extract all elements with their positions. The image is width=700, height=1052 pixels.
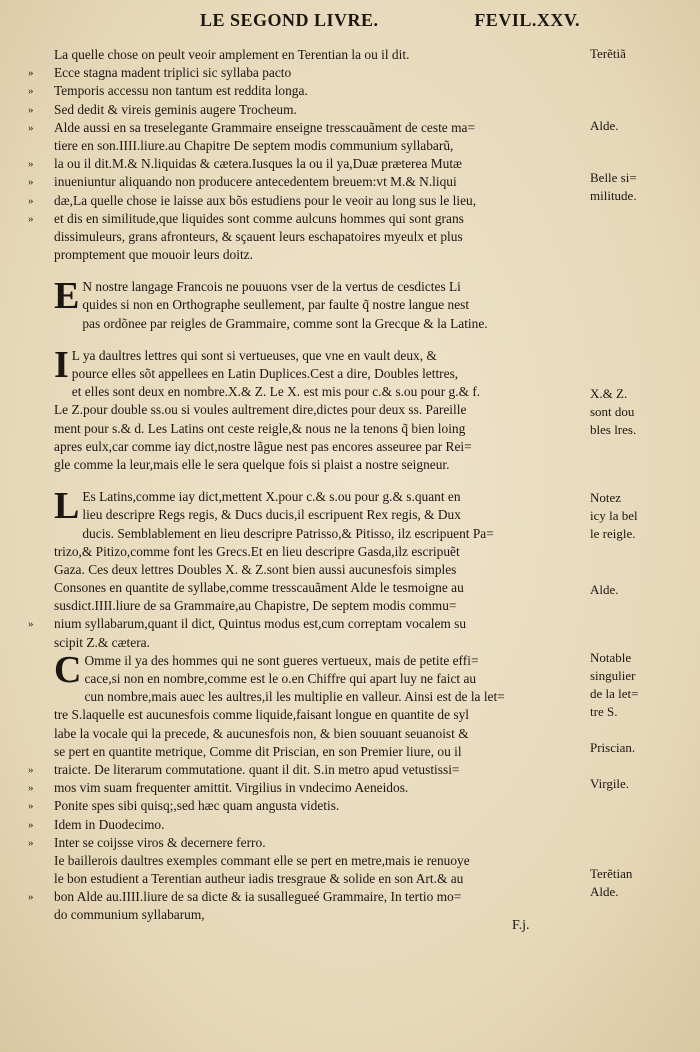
text-line: ment pour s.& d. Les Latins ont ceste reigle,& nous ne la tenons q̃ bien loing bbox=[54, 420, 466, 436]
text-line: Inter se coijsse viros & decernere ferro. bbox=[54, 834, 266, 850]
text-line: lieu descripre Regs regis, & Ducs ducis,il escripuent Rex regis, & Dux bbox=[82, 507, 461, 523]
text-line: tiere en son.IIII.liure.au Chapitre De septem modis communium syllabarũ, bbox=[54, 137, 454, 153]
text-line: nium syllabarum,quant il dict, Quintus modus est,cum correptam vocalem su bbox=[54, 616, 467, 632]
margin-note: icy la bel bbox=[590, 508, 638, 523]
text-line: scipit Z.& cætera. bbox=[54, 634, 150, 650]
text-line: pas ordõnee par reigles de Grammaire, comme sont la Grecque & la Latine. bbox=[82, 315, 488, 331]
initial-letter: L bbox=[54, 485, 80, 528]
text-line: ducis. Semblablement en lieu descripre Patrisso,& Pitisso, ilz escripuent Pa= bbox=[82, 525, 494, 541]
quotation-mark: » bbox=[28, 67, 34, 80]
margin-note: Notez bbox=[590, 490, 622, 505]
paragraph-letter-s bbox=[54, 648, 582, 925]
margin-note: Alde. bbox=[590, 118, 619, 133]
text-line: Ponite spes sibi quisq;,sed hæc quam angusta videtis. bbox=[54, 798, 340, 814]
quotation-mark: » bbox=[28, 818, 34, 831]
margin-note: Virgile. bbox=[590, 776, 630, 791]
text-line: se pert en quantite metrique, Comme dit Priscian, en son Premier liure, ou il bbox=[54, 743, 462, 759]
text-line: traicte. De literarum commutatione. quant il dit. S.in metro apud vetustissi= bbox=[54, 761, 460, 777]
text-line: Omme il ya des hommes qui ne sont gueres vertueux, mais de petite effi= bbox=[84, 652, 479, 668]
quotation-mark: » bbox=[28, 158, 34, 171]
margin-note: militude. bbox=[590, 188, 637, 203]
margin-note: Terẽtian bbox=[590, 866, 633, 881]
text-line: cace,si non en nombre,comme est le o.en Chiffre qui apart luy ne faict au bbox=[84, 671, 477, 686]
margin-note: Notable bbox=[590, 650, 632, 665]
text-line: Ie baillerois daultres exemples commant elle se pert en metre,mais ie renuoye bbox=[54, 852, 470, 868]
paragraph-duplices bbox=[54, 343, 582, 474]
text-line: Ecce stagna madent triplici sic syllaba pacto bbox=[54, 65, 292, 81]
quotation-mark: » bbox=[28, 891, 34, 904]
text-line: inueniuntur aliquando non producere antecedentem breuem:vt M.& N.liqui bbox=[54, 174, 457, 190]
margin-note: singulier bbox=[590, 668, 636, 683]
text-line: N nostre langage Francois ne pouuons vser de la vertus de cesdictes Li bbox=[82, 279, 461, 295]
text-line: Temporis accessu non tantum est reddita longa. bbox=[54, 83, 308, 99]
text-line: le bon estudient a Terentian autheur iadis tresgraue & solide en son Art.& au bbox=[54, 871, 464, 887]
text-line: L ya daultres lettres qui sont si vertueuses, que vne en vault deux, & bbox=[71, 347, 437, 363]
paragraph-terentian bbox=[54, 46, 582, 264]
paragraph-latins bbox=[54, 485, 582, 652]
quotation-mark: » bbox=[28, 782, 34, 795]
margin-note: tre S. bbox=[590, 704, 618, 719]
text-line: promptement que mouoir leurs doitz. bbox=[54, 247, 253, 263]
text-line: mos vim suam frequenter amittit. Virgilius in vndecimo Aeneidos. bbox=[54, 780, 409, 796]
margin-note: bles lres. bbox=[590, 422, 637, 437]
quotation-mark: » bbox=[28, 618, 34, 631]
quotation-mark: » bbox=[28, 176, 34, 189]
text-line: labe la vocale qui la precede, & aucunesfois non, & bien souuant seuanoist & bbox=[54, 725, 469, 741]
running-header bbox=[200, 10, 580, 31]
quotation-mark: » bbox=[28, 85, 34, 98]
paragraph-francois bbox=[54, 275, 582, 333]
initial-letter: C bbox=[54, 648, 82, 691]
text-line: dæ,La quelle chose ie laisse aux bõs estudiens pour le veoir au long sus le lieu, bbox=[54, 192, 477, 208]
margin-note: Priscian. bbox=[590, 740, 636, 755]
text-line: do communium syllabarum, bbox=[54, 907, 205, 923]
margin-note: de la let= bbox=[590, 686, 639, 701]
header-title: LE SEGOND LIVRE. bbox=[200, 10, 379, 30]
text-line: apres eulx,car comme iay dict,nostre lãgue nest pas encores asseuree par Rei= bbox=[54, 438, 472, 454]
quotation-mark: » bbox=[28, 763, 34, 776]
margin-note: sont dou bbox=[590, 404, 635, 419]
text-line: bon Alde au.IIII.liure de sa dicte & ia susallegueé Grammaire, In tertio mo= bbox=[54, 889, 462, 905]
text-line: Le Z.pour double ss.ou si voules aultrement dire,dictes pour deux ss. Pareille bbox=[54, 402, 467, 418]
main-text-column bbox=[54, 46, 582, 925]
text-line: La quelle chose on peult veoir amplement en Terentian la ou il dit. bbox=[54, 47, 410, 62]
text-line: trizo,& Pitizo,comme font les Grecs.Et en lieu descripre Gasda,ilz escripuẽt bbox=[54, 543, 460, 559]
text-line: Sed dedit & vireis geminis augere Trocheum. bbox=[54, 101, 297, 117]
margin-note: Terẽtiã bbox=[590, 46, 626, 61]
text-line: gle comme la leur,mais elle le sera quelque fois si plaist a nostre seigneur. bbox=[54, 456, 450, 472]
header-folio: FEVIL.XXV. bbox=[474, 10, 580, 30]
margin-note: Alde. bbox=[590, 582, 619, 597]
margin-note: Alde. bbox=[590, 884, 619, 899]
quotation-mark: » bbox=[28, 194, 34, 207]
quotation-mark: » bbox=[28, 800, 34, 813]
text-line: pource elles sõt appellees en Latin Duplices.Cest a dire, Doubles lettres, bbox=[71, 366, 459, 381]
text-line: susdict.IIII.liure de sa Grammaire,au Chapistre, De septem modis commu= bbox=[54, 598, 457, 614]
quotation-mark: » bbox=[28, 121, 34, 134]
signature-mark: F.j. bbox=[512, 918, 530, 933]
quotation-mark: » bbox=[28, 212, 34, 225]
text-line: dissimuleurs, grans afronteurs, & sçauent leurs eschapatoires myeulx et plus bbox=[54, 228, 463, 244]
text-line: Idem in Duodecimo. bbox=[54, 816, 165, 832]
text-line: Gaza. Ces deux lettres Doubles X. & Z.sont bien aussi aucunesfois simples bbox=[54, 561, 457, 577]
margin-note: Belle si= bbox=[590, 170, 637, 185]
initial-letter: I bbox=[54, 343, 69, 386]
text-line: et dis en similitude,que liquides sont comme aulcuns hommes qui sont grans bbox=[54, 210, 464, 226]
text-line: Es Latins,comme iay dict,mettent X.pour c.& s.ou pour g.& s.quant en bbox=[82, 489, 461, 505]
text-line: cun nombre,mais auec les aultres,il les multiplie en valleur. Ainsi est de la let= bbox=[84, 689, 505, 705]
initial-letter: E bbox=[54, 275, 80, 318]
text-line: la ou il dit.M.& N.liquidas & cætera.Iusques la ou il ya,Duæ præterea Mutæ bbox=[54, 156, 462, 172]
margin-note: X.& Z. bbox=[590, 386, 628, 401]
quotation-mark: » bbox=[28, 836, 34, 849]
margin-note: le reigle. bbox=[590, 526, 636, 541]
text-line: quides si non en Orthographe seullement, par faulte q̃ nostre langue nest bbox=[82, 297, 470, 313]
text-line: Alde aussi en sa treselegante Grammaire enseigne tresscauãment de ceste ma= bbox=[54, 119, 475, 135]
quotation-mark: » bbox=[28, 103, 34, 116]
text-line: et elles sont deux en nombre.X.& Z. Le X. est mis pour c.& s.ou pour g.& f. bbox=[71, 384, 481, 400]
text-line: tre S.laquelle est aucunesfois comme liquide,faisant longue en quantite de syl bbox=[54, 707, 469, 723]
text-line: Consones en quantite de syllabe,comme tresscauãment Alde le tesmoigne au bbox=[54, 580, 464, 596]
